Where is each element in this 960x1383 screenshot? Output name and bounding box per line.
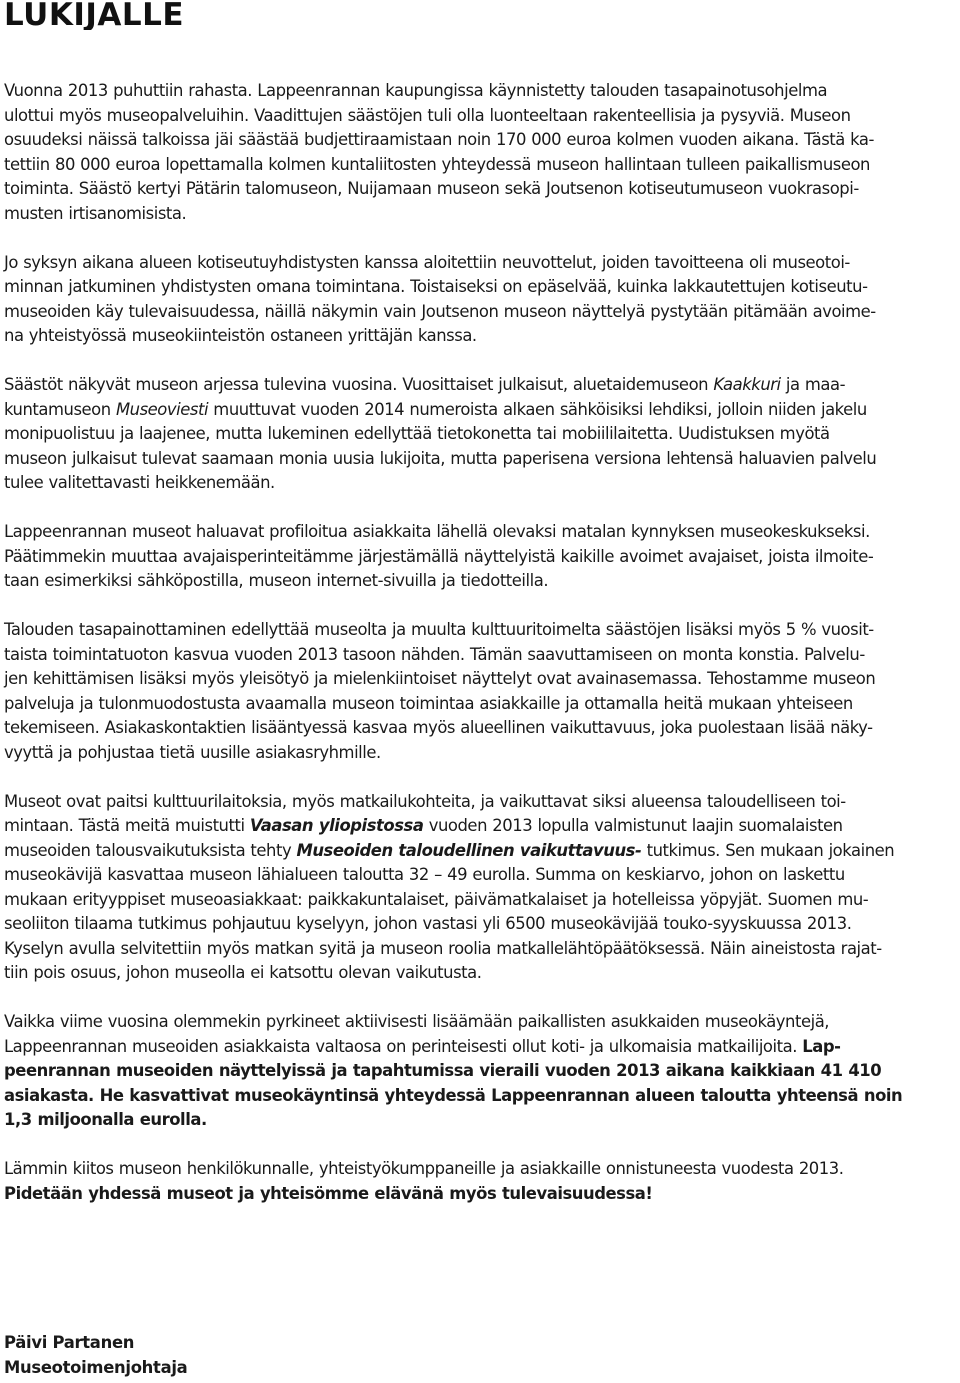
text-run: ja maa- — [780, 375, 846, 394]
text-line: tekemiseen. Asiakaskontaktien lisääntyessä kasvaa myös alueellinen vaikuttavuus, joka puolestaan lisää näky- — [4, 718, 873, 737]
signature-name: Päivi Partanen — [4, 1333, 135, 1352]
text-line: Lämmin kiitos museon henkilökunnalle, yhteistyökumppaneille ja asiakkaille onnistuneesta vuodesta 2013. — [4, 1159, 844, 1178]
closing-line: Pidetään yhdessä museot ja yhteisömme elävänä myös tulevaisuudessa! — [4, 1183, 653, 1203]
signature-block — [4, 1331, 187, 1380]
text-run: tutkimus. Sen mukaan jokainen — [641, 840, 895, 860]
text-line — [4, 373, 959, 398]
text-line: palveluja ja tulonmuodostusta avaamalla museon toimintaa asiakkaille ja ottamalla heitä mukaan yhteiseen — [4, 693, 853, 713]
text-line-bold: peenrannan museoiden näyttelyissä ja tapahtumissa vieraili vuoden 2013 aikana kaikkiaan 41 410 — [4, 1061, 882, 1080]
text-line: monipuolistuu ja laajenee, mutta lukeminen edellyttää tietokonetta tai mobiililaitetta. Uudistuksen myötä — [4, 424, 830, 443]
text-line: Jo syksyn aikana alueen kotiseutuyhdistysten kanssa aloitettiin neuvottelut, joiden tavoitteena oli museotoi- — [4, 252, 850, 272]
paragraph-1 — [4, 79, 959, 226]
paragraph-3 — [4, 373, 959, 496]
text-run: Lappeenrannan museoiden asiakkaista valtaosa on perinteisesti ollut koti- ja ulkomaisia matkailijoita. — [4, 1036, 803, 1056]
text-run: vuoden 2013 lopulla valmistunut laajin suomalaisten — [423, 816, 843, 835]
text-line: jen kehittämisen lisäksi myös yleisötyö ja mielenkiintoiset näyttelyt ovat avainasemassa. Tehostamme museon — [4, 669, 876, 688]
article-body — [4, 79, 959, 1206]
text-line: ulottui myös museopalveluihin. Vaadittujen säästöjen tuli olla luonteeltaan rakenteellisia ja pysyviä. Museon — [4, 105, 851, 125]
text-line: Talouden tasapainottaminen edellyttää museolta ja muulta kulttuuritoimelta säästöjen lisäksi myös 5 % vuosit- — [4, 620, 874, 639]
institution-vaasan-yliopisto: Vaasan yliopistossa — [249, 816, 424, 835]
paragraph-2 — [4, 251, 959, 349]
text-line: osuudeksi näissä talkoissa jäi säästää budjettiraamistaan noin 170 000 euroa kolmen vuoden aikana. Tästä ka- — [4, 130, 874, 149]
text-line: minnan jatkuminen yhdistysten omana toimintana. Toistaiseksi on epäselvää, kuinka lakkautettujen kotiseutu- — [4, 277, 868, 296]
text-line: musten irtisanomisista. — [4, 203, 187, 223]
text-line: Museot ovat paitsi kulttuurilaitoksia, myös matkailukohteita, ja vaikuttavat siksi alueensa taloudelliseen toi- — [4, 791, 846, 811]
text-run: Säästöt näkyvät museon arjessa tulevina vuosina. Vuosittaiset julkaisut, aluetaidemuseon — [4, 375, 714, 394]
text-line: taista toimintatuoton kasvua vuoden 2013 tasoon nähden. Tämän saavuttamiseen on monta konstia. Palvelu- — [4, 644, 865, 664]
text-line: na yhteistyössä museokiinteistön ostaneen yrittäjän kanssa. — [4, 326, 477, 345]
text-line: Vaikka viime vuosina olemmekin pyrkineet aktiivisesti lisäämään paikallisten asukkaiden museokäyntejä, — [4, 1012, 830, 1031]
text-line: taan esimerkiksi sähköpostilla, museon internet-sivuilla ja tiedotteilla. — [4, 571, 549, 590]
text-line — [4, 398, 959, 423]
text-line — [4, 1035, 959, 1060]
text-line: museoiden käy tulevaisuudessa, näillä näkymin vain Joutsenon museon näyttelyä pystytään pitämään avoime- — [4, 301, 876, 321]
page — [4, 0, 959, 1377]
text-line: tulee valitettavasti heikkenemään. — [4, 473, 275, 492]
text-line: mukaan erityyppiset museoasiakkaat: paikkakuntalaiset, päivämatkalaiset ja hotelleissa yöpyjät. Suomen mu- — [4, 889, 869, 909]
text-line: Päätimmekin muuttaa avajaisperinteitämme järjestämällä näyttelyistä kaikille avoimet avajaiset, joista ilmoite- — [4, 546, 874, 566]
text-line: Lappeenrannan museot haluavat profiloitua asiakkaita lähellä olevaksi matalan kynnyksen museokeskukseksi. — [4, 522, 870, 541]
paragraph-8 — [4, 1157, 959, 1206]
study-title: Museoiden taloudellinen vaikuttavuus- — [296, 840, 642, 860]
text-run: museoiden talousvaikutuksista tehty — [4, 840, 297, 860]
text-line: tettiin 80 000 euroa lopettamalla kolmen kuntaliitosten yhteydessä museon hallintaan tulleen paikallismuseon — [4, 154, 870, 174]
text-line-bold: 1,3 miljoonalla eurolla. — [4, 1110, 207, 1129]
text-line: museokävijä kasvattaa museon lähialueen taloutta 32 – 49 eurolla. Summa on keskiarvo, johon on laskettu — [4, 865, 845, 884]
text-line: vyyttä ja pohjustaa tietä uusille asiakasryhmille. — [4, 742, 381, 762]
text-line: Vuonna 2013 puhuttiin rahasta. Lappeenrannan kaupungissa käynnistetty talouden tasapainotusohjelma — [4, 81, 828, 100]
text-line-bold: asiakasta. He kasvattivat museokäyntinsä yhteydessä Lappeenrannan alueen taloutta yhteensä noin — [4, 1085, 903, 1105]
page-title: LUKIJALLE — [4, 0, 185, 30]
text-line: seoliiton tilaama tutkimus pohjautuu kyselyyn, johon vastasi yli 6500 museokävijää touko-syyskuussa 2013. — [4, 914, 852, 933]
text-line: Kyselyn avulla selvitettiin myös matkan syitä ja museon roolia matkallelähtöpäätöksessä. Näin aineistosta rajat- — [4, 938, 882, 958]
text-line: museon julkaisut tulevat saamaan monia uusia lukijoita, mutta paperisena versiona lehtensä haluavien palvelu — [4, 448, 877, 468]
bold-run: Lap- — [802, 1036, 841, 1056]
paragraph-6 — [4, 790, 959, 986]
publication-title-kaakkuri: Kaakkuri — [713, 375, 781, 394]
paragraph-5 — [4, 618, 959, 765]
text-run: muuttuvat vuoden 2014 numeroista alkaen sähköisiksi lehdiksi, jolloin niiden jakelu — [208, 399, 867, 419]
text-line — [4, 839, 959, 864]
text-run: kuntamuseon — [4, 399, 116, 419]
paragraph-4 — [4, 520, 959, 594]
text-line: tiin pois osuus, johon museolla ei katsottu olevan vaikutusta. — [4, 963, 482, 982]
paragraph-7 — [4, 1010, 959, 1133]
publication-title-museoviesti: Museoviesti — [115, 399, 209, 419]
text-run: mintaan. Tästä meitä muistutti — [4, 816, 250, 835]
text-line: toiminta. Säästö kertyi Pätärin talomuseon, Nuijamaan museon sekä Joutsenon kotiseutumuseon vuokrasopi- — [4, 179, 859, 198]
text-line — [4, 814, 959, 839]
signature-role: Museotoimenjohtaja — [4, 1357, 188, 1377]
